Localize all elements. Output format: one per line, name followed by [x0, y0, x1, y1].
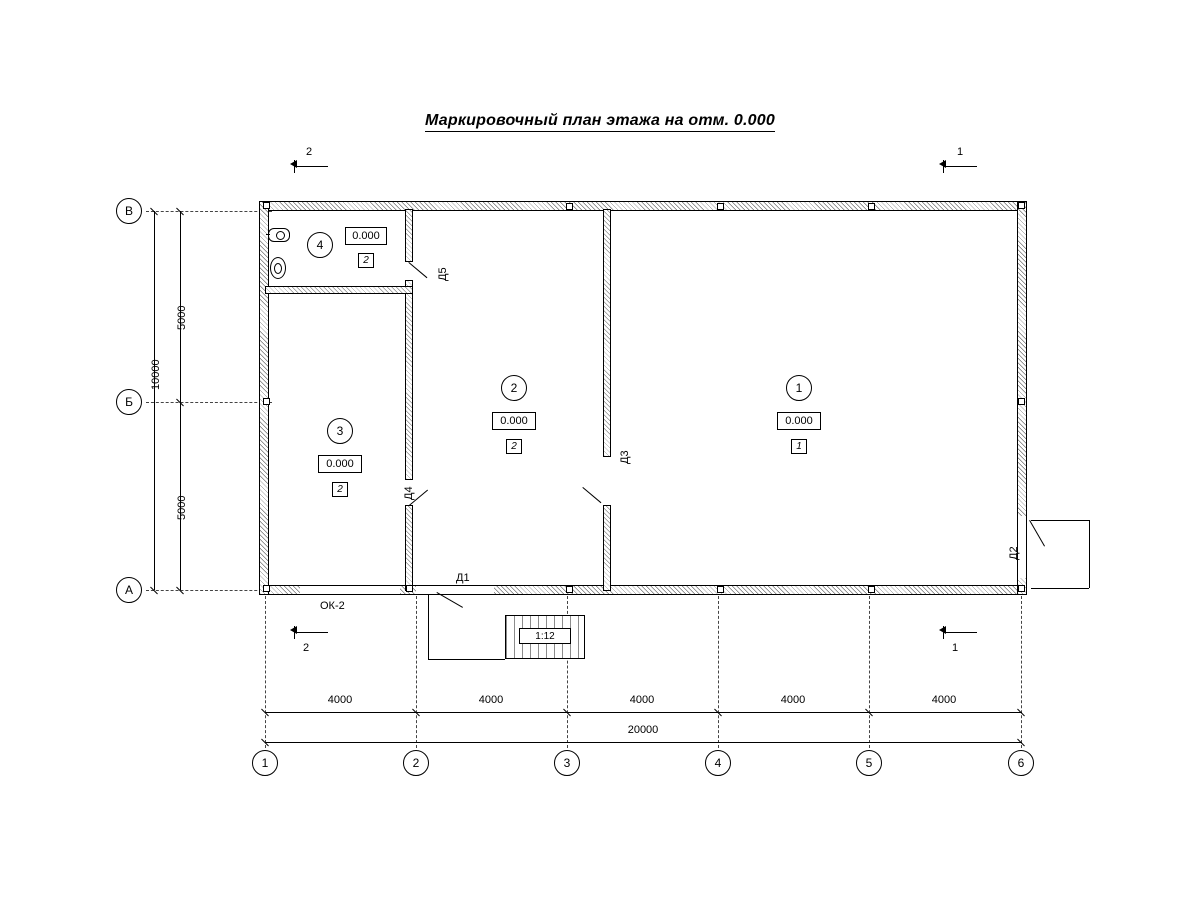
section-mark-2-bottom-label: 2	[303, 642, 310, 654]
interior-wall-axis3-upper	[603, 209, 611, 457]
door-d2-leaf	[1029, 520, 1045, 546]
column-marker	[1018, 398, 1025, 405]
column-marker	[263, 202, 270, 209]
left-total-dim-label: 10000	[150, 359, 162, 390]
section-mark-1-bottom-label: 1	[952, 642, 959, 654]
left-dim-5000-lower: 5000	[176, 495, 188, 520]
ramp-connector	[428, 659, 505, 660]
column-marker	[263, 398, 270, 405]
interior-wall-d5-upper	[405, 209, 413, 262]
room-level-4: 0.000	[345, 227, 387, 245]
axis-bubble-4: 4	[705, 750, 731, 776]
window-ok2	[300, 585, 400, 595]
exterior-wall-top	[259, 201, 1027, 211]
section-mark-1-top-label: 1	[957, 146, 964, 158]
room-level-1: 0.000	[777, 412, 821, 430]
page-title	[0, 112, 1200, 130]
window-ok2-label: ОК-2	[320, 600, 345, 612]
section-mark-2-top-line	[294, 166, 328, 167]
ramp-slope-label: 1:12	[519, 628, 571, 644]
door-d1-opening	[416, 585, 494, 595]
page-title-text: Маркировочный план этажа на отм. 0.000	[425, 112, 775, 132]
porch-top	[1031, 520, 1089, 521]
room-type-2: 2	[506, 439, 522, 454]
room-number-2: 2	[501, 375, 527, 401]
ramp-left-edge	[428, 595, 429, 659]
room-type-4: 2	[358, 253, 374, 268]
room-number-1: 1	[786, 375, 812, 401]
room-level-3: 0.000	[318, 455, 362, 473]
column-marker	[868, 203, 875, 210]
axis-line-6	[1021, 596, 1022, 748]
interior-wall-d4-lower	[405, 505, 413, 591]
door-d1-label: Д1	[456, 572, 470, 584]
axis-bubble-3: 3	[554, 750, 580, 776]
room-number-3: 3	[327, 418, 353, 444]
column-marker	[717, 203, 724, 210]
axis-line-1	[265, 596, 266, 748]
axis-bubble-b: Б	[116, 389, 142, 415]
left-dim-chain-line	[180, 211, 181, 590]
column-marker	[1018, 202, 1025, 209]
section-mark-1-bottom-line	[943, 632, 977, 633]
section-mark-2-bottom-line	[294, 632, 328, 633]
room-level-2: 0.000	[492, 412, 536, 430]
section-mark-2-bottom-arrow	[290, 626, 297, 634]
axis-line-4	[718, 596, 719, 748]
bottom-dim-chain-line	[265, 712, 1022, 713]
axis-line-v	[146, 211, 272, 212]
axis-bubble-a: А	[116, 577, 142, 603]
bottom-total-dim-line	[265, 742, 1022, 743]
axis-line-2	[416, 596, 417, 748]
door-d5-leaf	[408, 262, 427, 278]
door-d3-leaf	[582, 487, 601, 503]
bottom-dim-3: 4000	[629, 694, 655, 706]
column-marker	[263, 585, 270, 592]
section-mark-2-top-arrow	[290, 160, 297, 168]
section-mark-1-top-arrow	[939, 160, 946, 168]
bottom-dim-5: 4000	[931, 694, 957, 706]
interior-wall-axis2-middle	[405, 280, 413, 480]
axis-bubble-2: 2	[403, 750, 429, 776]
door-d3-label: Д3	[619, 450, 631, 464]
section-mark-2-top-label: 2	[306, 146, 313, 158]
axis-bubble-5: 5	[856, 750, 882, 776]
axis-bubble-v: В	[116, 198, 142, 224]
sink-bowl-icon	[276, 231, 285, 240]
door-d2-label: Д2	[1008, 546, 1020, 560]
section-mark-1-top-line	[943, 166, 977, 167]
column-marker	[717, 586, 724, 593]
interior-wall-axis3-lower	[603, 505, 611, 591]
toilet-bowl-icon	[274, 263, 282, 274]
door-d4-label: Д4	[403, 486, 415, 500]
porch-bottom	[1031, 588, 1089, 589]
room-type-1: 1	[791, 439, 807, 454]
section-mark-1-bottom-arrow	[939, 626, 946, 634]
column-marker	[566, 203, 573, 210]
axis-bubble-1: 1	[252, 750, 278, 776]
axis-line-b	[146, 402, 272, 403]
left-total-dim-line	[154, 211, 155, 590]
left-dim-5000-upper: 5000	[176, 305, 188, 330]
column-marker	[868, 586, 875, 593]
sink-pipe-icon	[266, 234, 270, 235]
door-d5-label: Д5	[437, 267, 449, 281]
bottom-dim-2: 4000	[478, 694, 504, 706]
column-marker	[566, 586, 573, 593]
interior-wall-room4-bottom	[265, 286, 413, 294]
column-marker	[406, 585, 413, 592]
room-number-4: 4	[307, 232, 333, 258]
column-marker	[1018, 585, 1025, 592]
porch-right	[1089, 520, 1090, 588]
bottom-dim-4: 4000	[780, 694, 806, 706]
axis-bubble-6: 6	[1008, 750, 1034, 776]
axis-line-5	[869, 596, 870, 748]
bottom-total-dim-label: 20000	[627, 724, 659, 736]
axis-line-a	[146, 590, 272, 591]
bottom-dim-1: 4000	[327, 694, 353, 706]
room-type-3: 2	[332, 482, 348, 497]
